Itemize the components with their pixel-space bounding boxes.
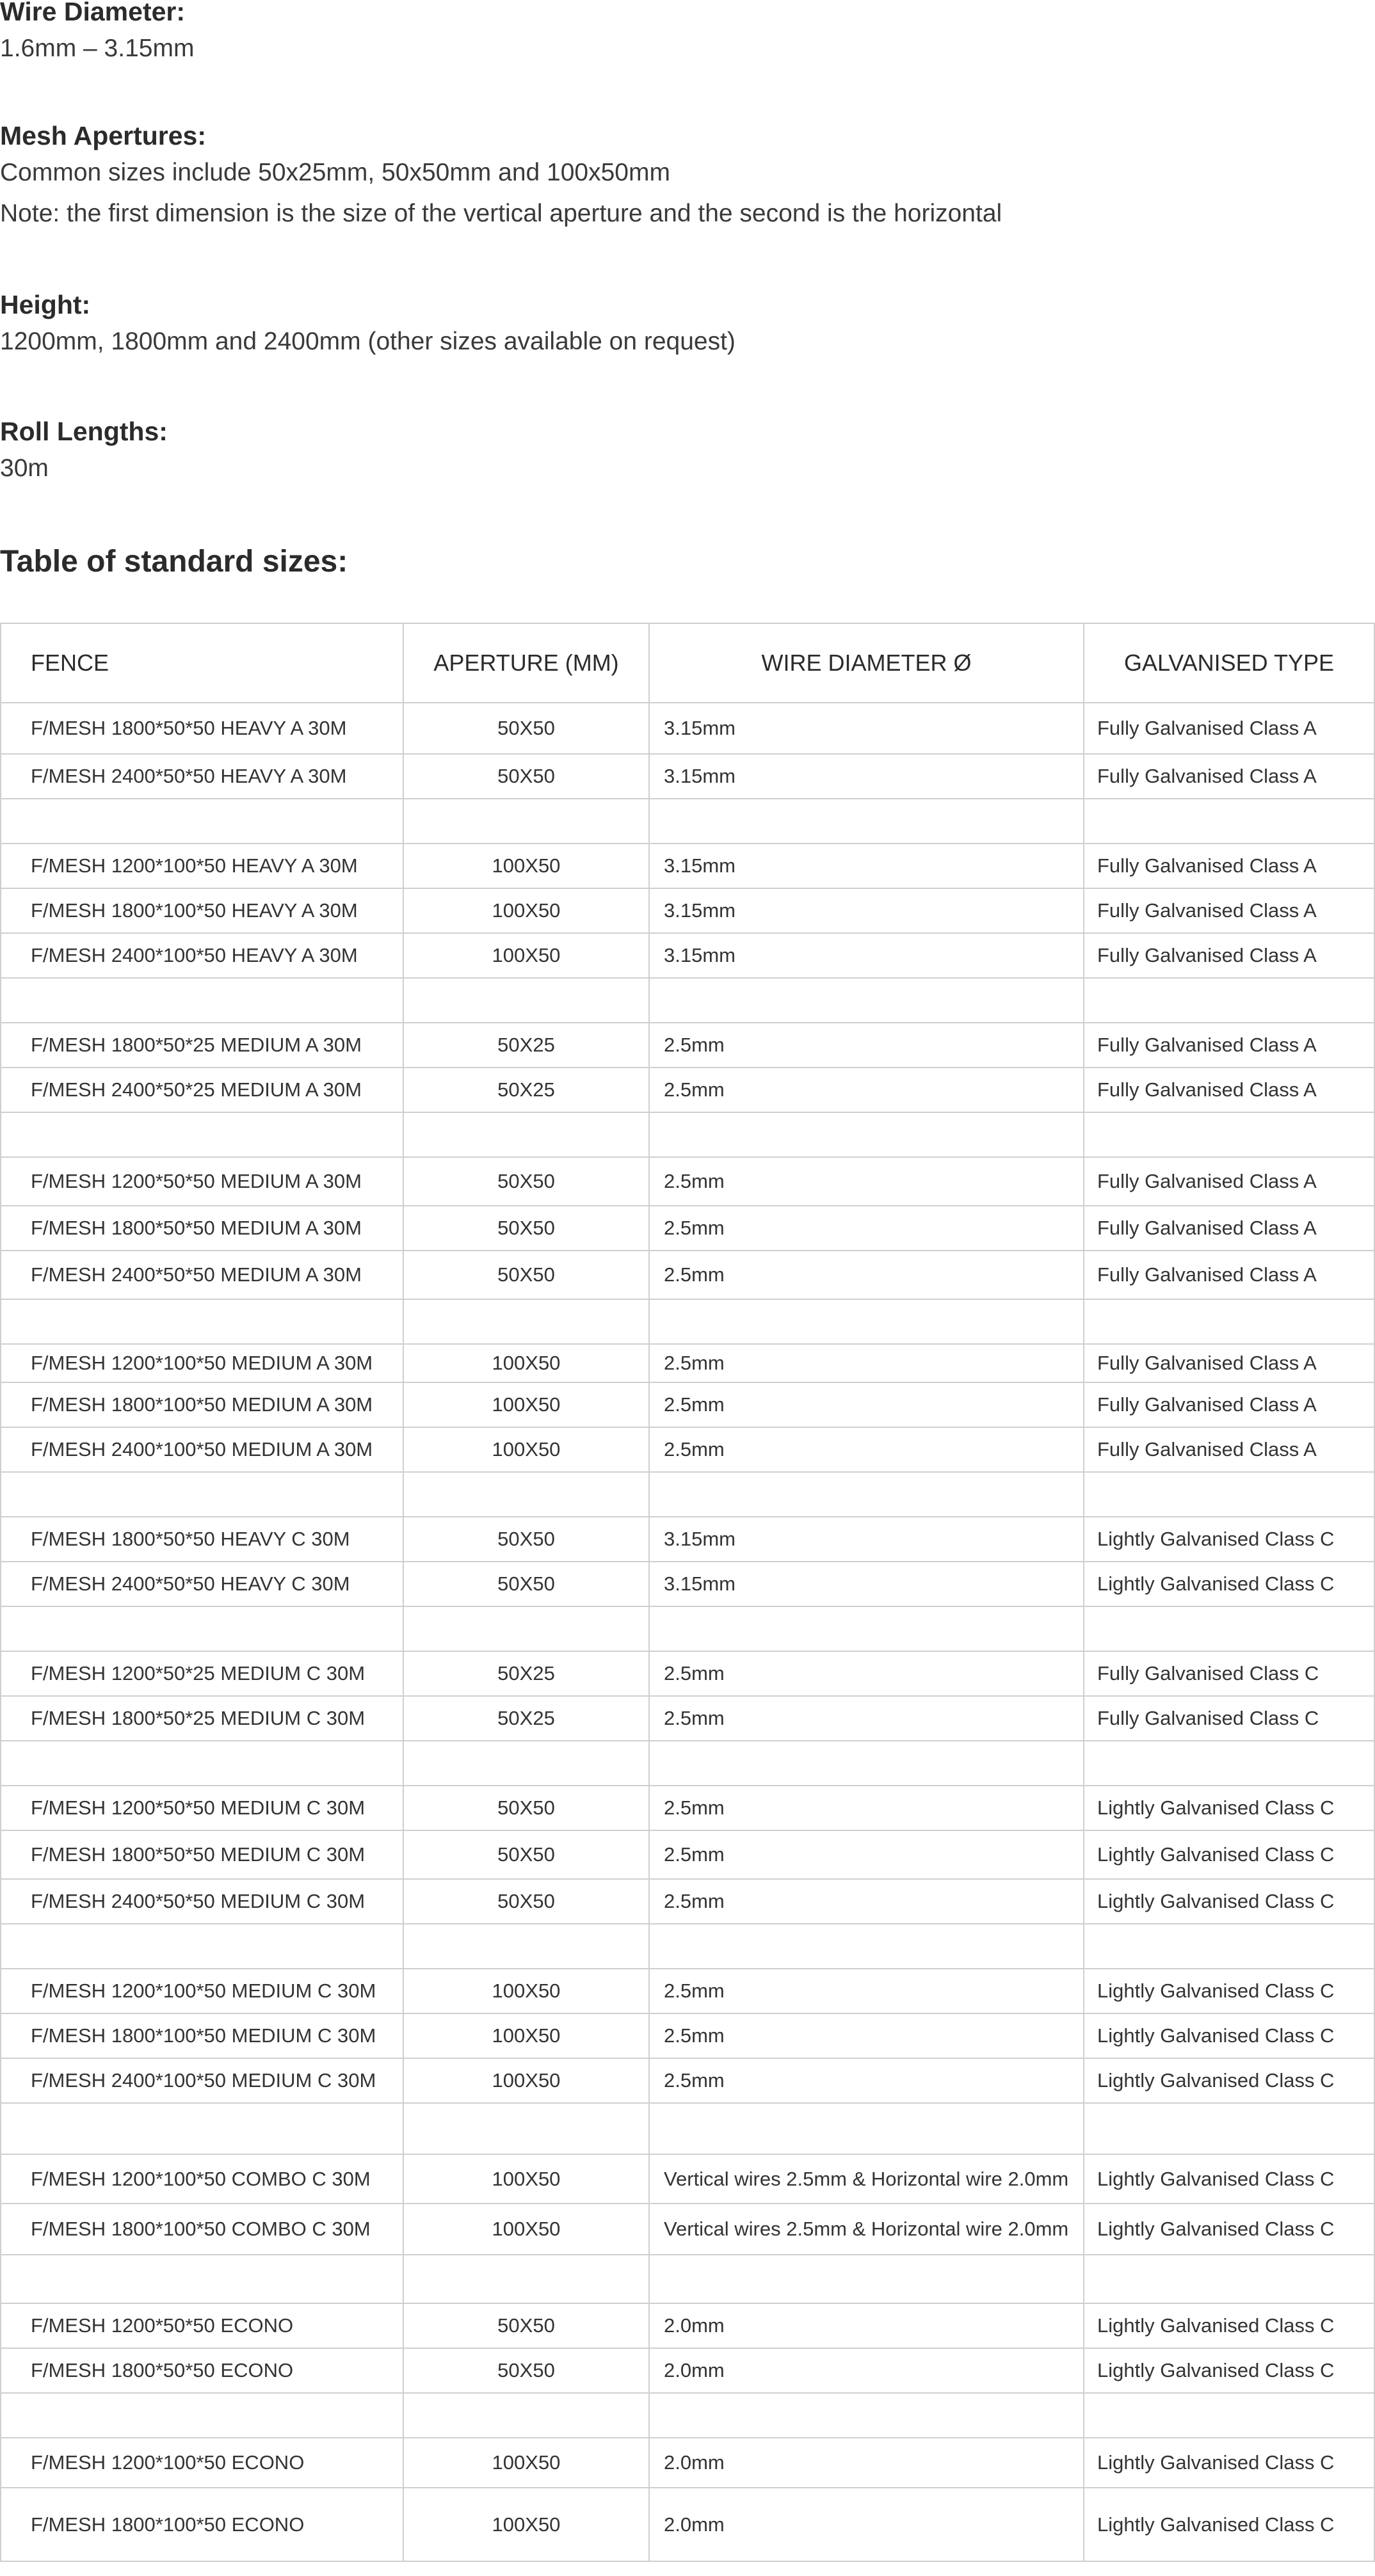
cell-wire-diameter xyxy=(649,2103,1084,2154)
cell-fence xyxy=(1,2393,403,2438)
cell-galvanised-type xyxy=(1084,1741,1374,1786)
table-row xyxy=(1,1562,1374,1606)
cell-galvanised-type: Lightly Galvanised Class C xyxy=(1084,2348,1374,2393)
cell-fence xyxy=(1,1924,403,1969)
cell-galvanised-type: Lightly Galvanised Class C xyxy=(1084,1879,1374,1924)
cell-fence: F/MESH 1800*50*50 HEAVY C 30M xyxy=(1,1517,403,1562)
cell-fence: F/MESH 2400*100*50 MEDIUM A 30M xyxy=(1,1427,403,1472)
cell-galvanised-type: Fully Galvanised Class A xyxy=(1084,1251,1374,1299)
table-row xyxy=(1,1251,1374,1299)
table-row xyxy=(1,2013,1374,2058)
cell-galvanised-type: Fully Galvanised Class C xyxy=(1084,1651,1374,1696)
cell-fence: F/MESH 2400*50*25 MEDIUM A 30M xyxy=(1,1068,403,1112)
table-row xyxy=(1,1786,1374,1830)
cell-fence xyxy=(1,1472,403,1517)
cell-aperture xyxy=(403,1299,649,1344)
table-row xyxy=(1,1344,1374,1382)
cell-galvanised-type: Fully Galvanised Class A xyxy=(1084,754,1374,799)
cell-fence: F/MESH 1200*100*50 MEDIUM C 30M xyxy=(1,1969,403,2013)
column-header-fence: FENCE xyxy=(1,623,403,703)
table-row xyxy=(1,888,1374,933)
cell-galvanised-type: Lightly Galvanised Class C xyxy=(1084,1969,1374,2013)
cell-aperture: 50X25 xyxy=(403,1696,649,1741)
cell-wire-diameter xyxy=(649,1924,1084,1969)
table-row xyxy=(1,1969,1374,2013)
table-row xyxy=(1,2204,1374,2255)
cell-aperture: 100X50 xyxy=(403,1427,649,1472)
cell-fence xyxy=(1,1112,403,1157)
cell-aperture: 100X50 xyxy=(403,1969,649,2013)
cell-aperture: 50X50 xyxy=(403,1206,649,1251)
cell-aperture xyxy=(403,1112,649,1157)
cell-aperture xyxy=(403,1472,649,1517)
cell-galvanised-type xyxy=(1084,1112,1374,1157)
table-row xyxy=(1,1157,1374,1206)
cell-aperture xyxy=(403,978,649,1023)
cell-galvanised-type: Lightly Galvanised Class C xyxy=(1084,2058,1374,2103)
cell-aperture xyxy=(403,1741,649,1786)
cell-aperture: 100X50 xyxy=(403,2013,649,2058)
spec-value: 1200mm, 1800mm and 2400mm (other sizes available on request) xyxy=(0,328,736,355)
cell-aperture xyxy=(403,799,649,844)
cell-aperture: 50X50 xyxy=(403,1830,649,1879)
spec-value: 30m xyxy=(0,454,49,482)
cell-fence: F/MESH 2400*50*50 HEAVY A 30M xyxy=(1,754,403,799)
cell-fence: F/MESH 1800*50*50 MEDIUM A 30M xyxy=(1,1206,403,1251)
column-header-galvanised-type: GALVANISED TYPE xyxy=(1084,623,1374,703)
table-row xyxy=(1,2438,1374,2488)
table-row xyxy=(1,1206,1374,1251)
cell-fence: F/MESH 1200*50*50 MEDIUM A 30M xyxy=(1,1157,403,1206)
table-spacer-row xyxy=(1,1112,1374,1157)
cell-fence xyxy=(1,1606,403,1651)
cell-wire-diameter: 2.5mm xyxy=(649,1830,1084,1879)
cell-wire-diameter: 3.15mm xyxy=(649,754,1084,799)
cell-galvanised-type: Fully Galvanised Class A xyxy=(1084,1023,1374,1068)
table-spacer-row xyxy=(1,799,1374,844)
cell-galvanised-type xyxy=(1084,1299,1374,1344)
cell-aperture: 100X50 xyxy=(403,2204,649,2255)
cell-wire-diameter: 3.15mm xyxy=(649,844,1084,888)
cell-galvanised-type: Lightly Galvanised Class C xyxy=(1084,2154,1374,2204)
cell-wire-diameter: 2.0mm xyxy=(649,2303,1084,2348)
cell-wire-diameter: Vertical wires 2.5mm & Horizontal wire 2.0mm xyxy=(649,2154,1084,2204)
cell-wire-diameter: 2.5mm xyxy=(649,1786,1084,1830)
cell-wire-diameter xyxy=(649,2393,1084,2438)
cell-fence: F/MESH 1200*100*50 ECONO xyxy=(1,2438,403,2488)
cell-galvanised-type: Lightly Galvanised Class C xyxy=(1084,2013,1374,2058)
cell-fence: F/MESH 2400*50*50 MEDIUM C 30M xyxy=(1,1879,403,1924)
cell-wire-diameter: 2.0mm xyxy=(649,2488,1084,2561)
cell-galvanised-type: Lightly Galvanised Class C xyxy=(1084,2204,1374,2255)
cell-galvanised-type: Fully Galvanised Class A xyxy=(1084,1206,1374,1251)
cell-aperture: 100X50 xyxy=(403,2438,649,2488)
cell-aperture: 100X50 xyxy=(403,2058,649,2103)
cell-fence: F/MESH 1800*50*50 HEAVY A 30M xyxy=(1,703,403,754)
table-spacer-row xyxy=(1,1741,1374,1786)
spec-note: Note: the first dimension is the size of the vertical aperture and the second is the horizontal xyxy=(0,200,1002,227)
cell-aperture: 50X50 xyxy=(403,1517,649,1562)
cell-aperture: 100X50 xyxy=(403,844,649,888)
cell-wire-diameter xyxy=(649,799,1084,844)
cell-fence xyxy=(1,978,403,1023)
cell-fence: F/MESH 1800*50*50 ECONO xyxy=(1,2348,403,2393)
cell-fence: F/MESH 2400*100*50 HEAVY A 30M xyxy=(1,933,403,978)
cell-galvanised-type xyxy=(1084,1924,1374,1969)
table-spacer-row xyxy=(1,2393,1374,2438)
column-header-aperture: APERTURE (MM) xyxy=(403,623,649,703)
cell-aperture: 100X50 xyxy=(403,1382,649,1427)
cell-fence: F/MESH 1200*100*50 MEDIUM A 30M xyxy=(1,1344,403,1382)
cell-wire-diameter: 2.5mm xyxy=(649,1157,1084,1206)
cell-fence: F/MESH 1200*50*50 MEDIUM C 30M xyxy=(1,1786,403,1830)
cell-galvanised-type: Fully Galvanised Class A xyxy=(1084,703,1374,754)
spec-label: Roll Lengths: xyxy=(0,417,168,446)
cell-fence xyxy=(1,1299,403,1344)
table-spacer-row xyxy=(1,1924,1374,1969)
table-row xyxy=(1,1427,1374,1472)
cell-aperture xyxy=(403,2393,649,2438)
table-row xyxy=(1,1879,1374,1924)
cell-galvanised-type: Lightly Galvanised Class C xyxy=(1084,1517,1374,1562)
cell-fence: F/MESH 1800*50*25 MEDIUM C 30M xyxy=(1,1696,403,1741)
cell-fence: F/MESH 1200*50*25 MEDIUM C 30M xyxy=(1,1651,403,1696)
table-row xyxy=(1,2154,1374,2204)
cell-wire-diameter: 2.5mm xyxy=(649,1068,1084,1112)
cell-fence xyxy=(1,2255,403,2303)
cell-aperture: 100X50 xyxy=(403,933,649,978)
table-row xyxy=(1,933,1374,978)
cell-galvanised-type: Lightly Galvanised Class C xyxy=(1084,2438,1374,2488)
cell-wire-diameter: 3.15mm xyxy=(649,1562,1084,1606)
cell-galvanised-type: Fully Galvanised Class A xyxy=(1084,1382,1374,1427)
cell-wire-diameter: Vertical wires 2.5mm & Horizontal wire 2.0mm xyxy=(649,2204,1084,2255)
spec-label: Height: xyxy=(0,290,91,319)
cell-fence: F/MESH 1200*100*50 HEAVY A 30M xyxy=(1,844,403,888)
cell-wire-diameter: 2.5mm xyxy=(649,1206,1084,1251)
cell-galvanised-type: Lightly Galvanised Class C xyxy=(1084,1562,1374,1606)
column-header-wire-diameter: WIRE DIAMETER Ø xyxy=(649,623,1084,703)
cell-wire-diameter: 2.5mm xyxy=(649,1344,1084,1382)
table-spacer-row xyxy=(1,1299,1374,1344)
table-row xyxy=(1,1651,1374,1696)
cell-aperture: 50X25 xyxy=(403,1023,649,1068)
cell-wire-diameter xyxy=(649,2255,1084,2303)
cell-aperture: 100X50 xyxy=(403,888,649,933)
cell-galvanised-type: Fully Galvanised Class A xyxy=(1084,1068,1374,1112)
table-title: Table of standard sizes: xyxy=(0,545,348,579)
cell-fence: F/MESH 1800*100*50 MEDIUM C 30M xyxy=(1,2013,403,2058)
cell-fence: F/MESH 1800*100*50 ECONO xyxy=(1,2488,403,2561)
cell-galvanised-type: Fully Galvanised Class A xyxy=(1084,933,1374,978)
cell-aperture: 50X25 xyxy=(403,1068,649,1112)
spec-mesh-apertures xyxy=(0,119,1002,234)
cell-wire-diameter: 2.5mm xyxy=(649,1879,1084,1924)
cell-fence xyxy=(1,2103,403,2154)
table-row xyxy=(1,1382,1374,1427)
cell-galvanised-type xyxy=(1084,799,1374,844)
table-row xyxy=(1,754,1374,799)
cell-aperture xyxy=(403,1924,649,1969)
cell-galvanised-type xyxy=(1084,2393,1374,2438)
cell-fence: F/MESH 2400*50*50 MEDIUM A 30M xyxy=(1,1251,403,1299)
table-spacer-row xyxy=(1,2255,1374,2303)
cell-wire-diameter: 2.0mm xyxy=(649,2348,1084,2393)
cell-galvanised-type xyxy=(1084,2255,1374,2303)
table-row xyxy=(1,1696,1374,1741)
cell-galvanised-type: Lightly Galvanised Class C xyxy=(1084,1786,1374,1830)
cell-wire-diameter: 2.5mm xyxy=(649,1969,1084,2013)
cell-fence: F/MESH 1800*100*50 COMBO C 30M xyxy=(1,2204,403,2255)
cell-galvanised-type: Fully Galvanised Class A xyxy=(1084,844,1374,888)
cell-fence: F/MESH 2400*100*50 MEDIUM C 30M xyxy=(1,2058,403,2103)
cell-aperture xyxy=(403,1606,649,1651)
cell-wire-diameter xyxy=(649,1112,1084,1157)
cell-galvanised-type: Fully Galvanised Class A xyxy=(1084,1344,1374,1382)
spec-label: Mesh Apertures: xyxy=(0,121,206,150)
cell-galvanised-type: Lightly Galvanised Class C xyxy=(1084,2488,1374,2561)
cell-galvanised-type: Lightly Galvanised Class C xyxy=(1084,1830,1374,1879)
cell-wire-diameter: 2.0mm xyxy=(649,2438,1084,2488)
cell-fence: F/MESH 1800*50*50 MEDIUM C 30M xyxy=(1,1830,403,1879)
cell-wire-diameter xyxy=(649,1741,1084,1786)
cell-fence xyxy=(1,1741,403,1786)
cell-fence: F/MESH 1800*100*50 HEAVY A 30M xyxy=(1,888,403,933)
cell-wire-diameter xyxy=(649,1472,1084,1517)
cell-galvanised-type xyxy=(1084,2103,1374,2154)
cell-fence xyxy=(1,799,403,844)
cell-wire-diameter: 2.5mm xyxy=(649,1696,1084,1741)
table-body xyxy=(1,703,1374,2561)
spec-wire-diameter xyxy=(0,0,194,69)
cell-fence: F/MESH 1800*100*50 MEDIUM A 30M xyxy=(1,1382,403,1427)
cell-aperture: 100X50 xyxy=(403,2488,649,2561)
cell-wire-diameter: 2.5mm xyxy=(649,1651,1084,1696)
cell-wire-diameter: 2.5mm xyxy=(649,1382,1084,1427)
cell-aperture: 50X50 xyxy=(403,1786,649,1830)
table-row xyxy=(1,844,1374,888)
cell-galvanised-type xyxy=(1084,1606,1374,1651)
table-row xyxy=(1,2303,1374,2348)
spec-height xyxy=(0,288,736,362)
cell-fence: F/MESH 1200*100*50 COMBO C 30M xyxy=(1,2154,403,2204)
cell-aperture: 50X50 xyxy=(403,1879,649,1924)
cell-galvanised-type: Lightly Galvanised Class C xyxy=(1084,2303,1374,2348)
table-row xyxy=(1,1068,1374,1112)
table-row xyxy=(1,1830,1374,1879)
table-header-row xyxy=(1,623,1374,703)
cell-galvanised-type: Fully Galvanised Class A xyxy=(1084,1157,1374,1206)
cell-wire-diameter: 2.5mm xyxy=(649,1251,1084,1299)
cell-aperture xyxy=(403,2255,649,2303)
table-spacer-row xyxy=(1,978,1374,1023)
cell-galvanised-type: Fully Galvanised Class C xyxy=(1084,1696,1374,1741)
cell-wire-diameter: 2.5mm xyxy=(649,2013,1084,2058)
cell-aperture: 50X50 xyxy=(403,1251,649,1299)
cell-aperture: 50X50 xyxy=(403,2303,649,2348)
cell-wire-diameter: 3.15mm xyxy=(649,1517,1084,1562)
cell-wire-diameter: 3.15mm xyxy=(649,703,1084,754)
spec-value: Common sizes include 50x25mm, 50x50mm and 100x50mm xyxy=(0,159,670,186)
cell-wire-diameter: 3.15mm xyxy=(649,933,1084,978)
cell-aperture: 50X50 xyxy=(403,2348,649,2393)
cell-galvanised-type: Fully Galvanised Class A xyxy=(1084,1427,1374,1472)
cell-galvanised-type: Fully Galvanised Class A xyxy=(1084,888,1374,933)
table-row xyxy=(1,2488,1374,2561)
cell-wire-diameter xyxy=(649,1606,1084,1651)
cell-wire-diameter: 2.5mm xyxy=(649,1427,1084,1472)
table-row xyxy=(1,1517,1374,1562)
cell-fence: F/MESH 2400*50*50 HEAVY C 30M xyxy=(1,1562,403,1606)
table-row xyxy=(1,703,1374,754)
table-spacer-row xyxy=(1,1606,1374,1651)
cell-aperture: 50X25 xyxy=(403,1651,649,1696)
table-spacer-row xyxy=(1,2103,1374,2154)
table-row xyxy=(1,1023,1374,1068)
table-row xyxy=(1,2348,1374,2393)
cell-wire-diameter: 2.5mm xyxy=(649,2058,1084,2103)
cell-fence: F/MESH 1800*50*25 MEDIUM A 30M xyxy=(1,1023,403,1068)
cell-aperture: 50X50 xyxy=(403,1157,649,1206)
cell-aperture: 50X50 xyxy=(403,703,649,754)
spec-value: 1.6mm – 3.15mm xyxy=(0,35,195,62)
standard-sizes-table xyxy=(0,623,1375,2562)
cell-wire-diameter: 2.5mm xyxy=(649,1023,1084,1068)
cell-aperture: 100X50 xyxy=(403,2154,649,2204)
cell-wire-diameter xyxy=(649,1299,1084,1344)
cell-wire-diameter xyxy=(649,978,1084,1023)
cell-fence: F/MESH 1200*50*50 ECONO xyxy=(1,2303,403,2348)
table-spacer-row xyxy=(1,1472,1374,1517)
cell-wire-diameter: 3.15mm xyxy=(649,888,1084,933)
spec-label: Wire Diameter: xyxy=(0,0,186,26)
cell-galvanised-type xyxy=(1084,1472,1374,1517)
cell-galvanised-type xyxy=(1084,978,1374,1023)
table-row xyxy=(1,2058,1374,2103)
cell-aperture: 50X50 xyxy=(403,754,649,799)
cell-aperture: 100X50 xyxy=(403,1344,649,1382)
cell-aperture xyxy=(403,2103,649,2154)
cell-aperture: 50X50 xyxy=(403,1562,649,1606)
spec-roll-lengths xyxy=(0,415,168,489)
